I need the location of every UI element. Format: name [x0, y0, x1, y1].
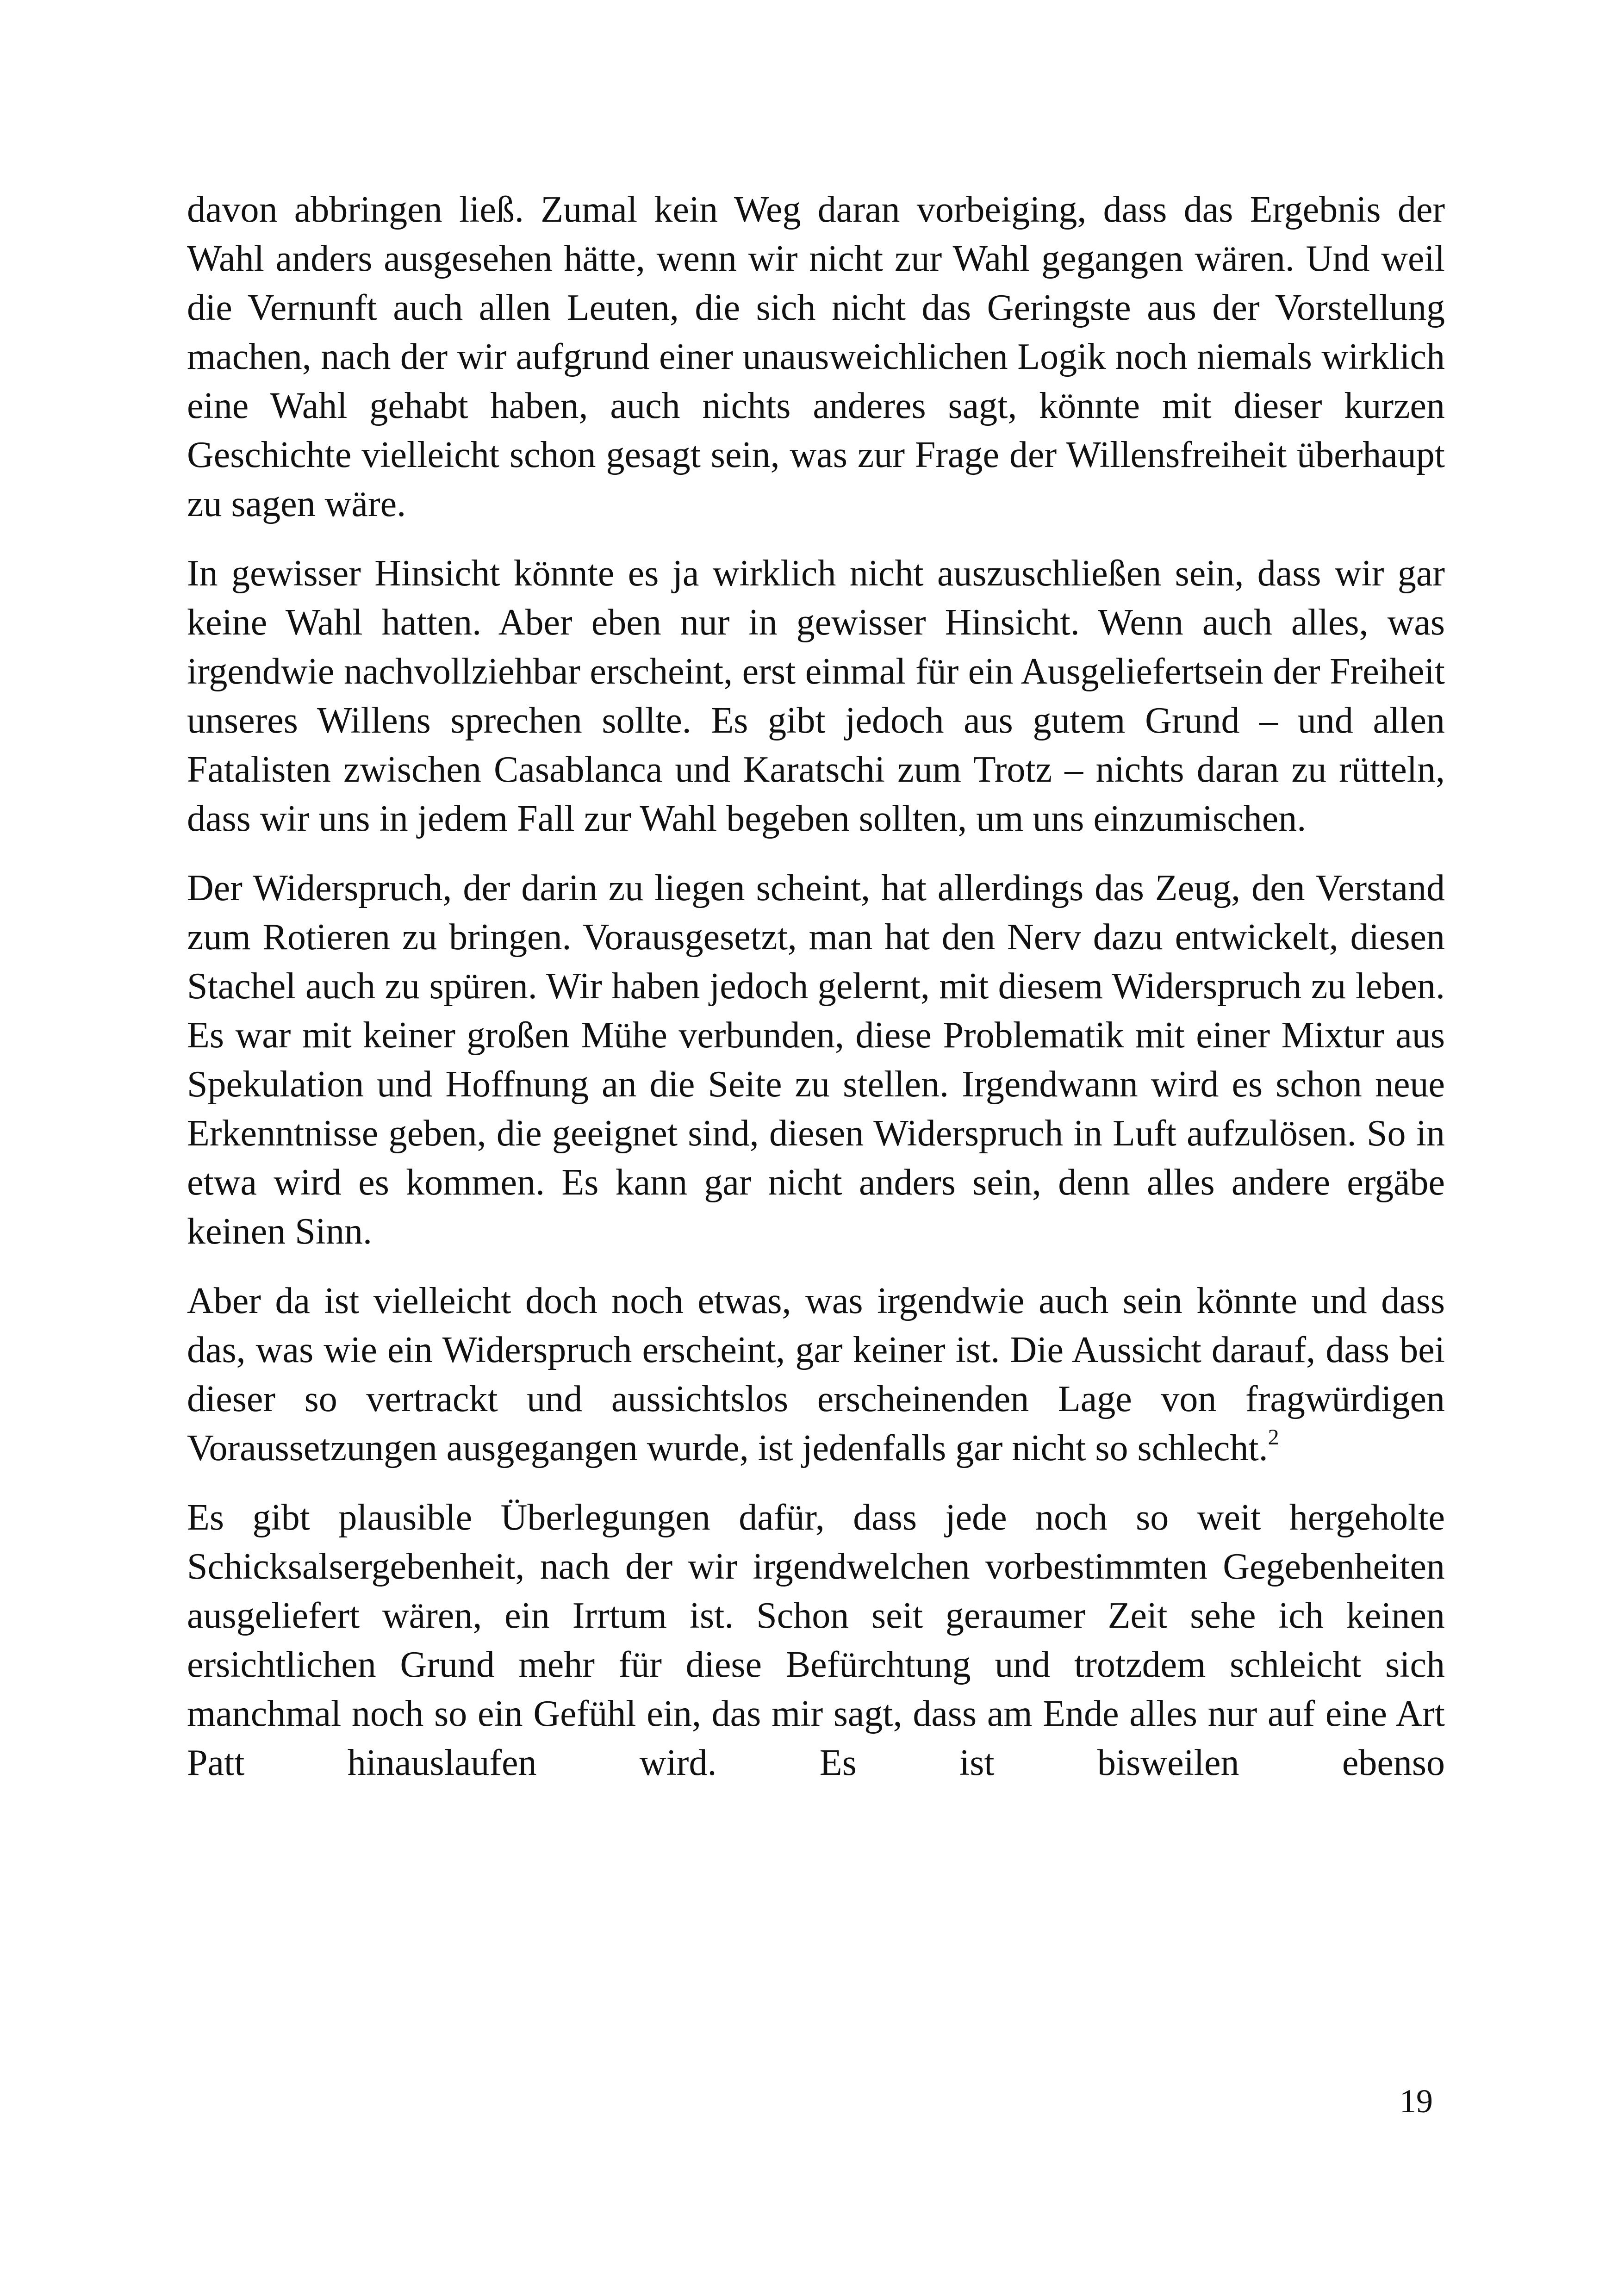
body-text: [187, 185, 1445, 1787]
paragraph-3: Der Widerspruch, der darin zu liegen scheint, hat allerdings das Zeug, den Verstand zum Rotieren zu bringen. Vorausgesetzt, man hat den Nerv dazu entwickelt, diesen Stachel auch zu spüren. Wir haben jedoch gelernt, mit diesem Widerspruch zu leben. Es war mit keiner großen Mühe verbunden, diese Problematik mit einer Mixtur aus Spekulation und Hoffnung an die Seite zu stellen. Irgendwann wird es schon neue Erkenntnisse geben, die geeignet sind, diesen Widerspruch in Luft aufzulösen. So in etwa wird es kommen. Es kann gar nicht anders sein, denn alles andere ergäbe keinen Sinn.: [187, 868, 1445, 1252]
footnote-reference: 2: [1268, 1425, 1279, 1450]
paragraph-5: Es gibt plausible Überlegungen dafür, dass jede noch so weit hergeholte Schicksalsergebenheit, nach der wir irgendwelchen vorbestimmten Gegebenheiten ausgeliefert wären, ein Irrtum ist. Schon seit geraumer Zeit sehe ich keinen ersichtlichen Grund mehr für diese Befürchtung und trotzdem schleicht sich manchmal noch so ein Gefühl ein, das mir sagt, dass am Ende alles nur auf eine Art Patt hinauslaufen wird. Es ist bisweilen ebenso: [187, 1497, 1445, 1783]
paragraph-1: davon abbringen ließ. Zumal kein Weg daran vorbeiging, dass das Ergebnis der Wahl anders ausgesehen hätte, wenn wir nicht zur Wahl gegangen wären. Und weil die Vernunft auch allen Leuten, die sich nicht das Geringste aus der Vorstellung machen, nach der wir aufgrund einer unausweichlichen Logik noch niemals wirklich eine Wahl gehabt haben, auch nichts anderes sagt, könnte mit dieser kurzen Geschichte vielleicht schon gesagt sein, was zur Frage der Willensfreiheit überhaupt zu sagen wäre.: [187, 189, 1445, 524]
paragraph-2: In gewisser Hinsicht könnte es ja wirklich nicht auszuschließen sein, dass wir gar keine Wahl hatten. Aber eben nur in gewisser Hinsicht. Wenn auch alles, was irgendwie nachvollziehbar erscheint, erst einmal für ein Ausgeliefertsein der Freiheit unseres Willens sprechen sollte. Es gibt jedoch aus gutem Grund – und allen Fatalisten zwischen Casablanca und Karatschi zum Trotz – nichts daran zu rütteln, dass wir uns in jedem Fall zur Wahl begeben sollten, um uns einzumischen.: [187, 553, 1445, 839]
paragraph-4: [187, 1276, 1445, 1473]
paragraph-4-text: Aber da ist vielleicht doch noch etwas, was irgendwie auch sein könnte und dass das, was wie ein Widerspruch erscheint, gar keiner ist. Die Aussicht darauf, dass bei dieser so vertrackt und aussichtslos erscheinenden Lage von fragwürdigen Voraussetzungen ausgegangen wurde, ist jedenfalls gar nicht so schlecht.: [187, 1281, 1445, 1468]
page-number: 19: [1400, 2083, 1433, 2120]
